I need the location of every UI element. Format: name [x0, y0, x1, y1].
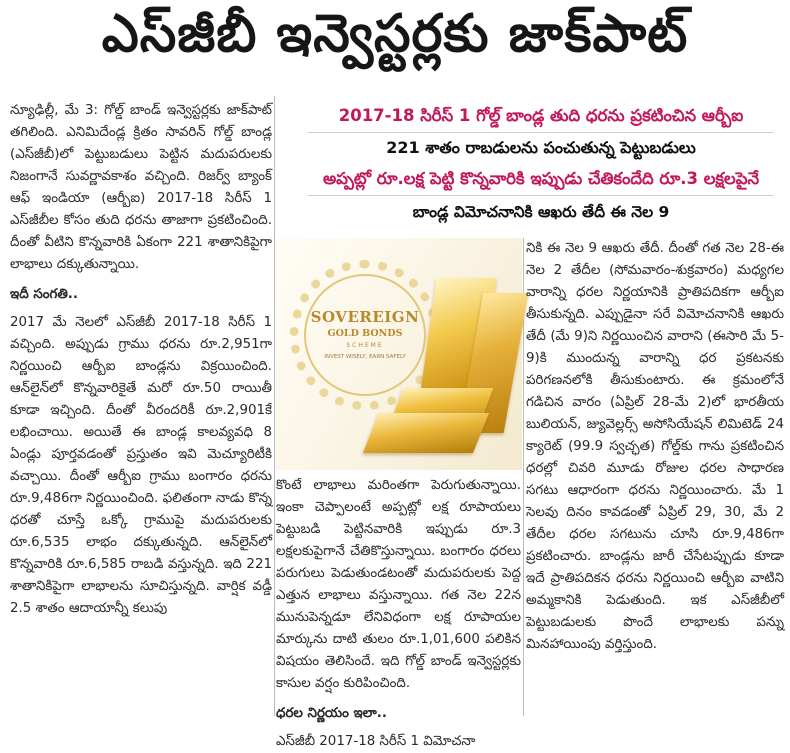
- paragraph: నికి ఈ నెల 9 ఆఖరు తేదీ. దీంతో గత నెల 28-ఈ నెల 2 తేదీల (సోమవారం-శుక్రవారం) మధ్యగల వారాన్ని ధరల నిర్ణయానికి ప్రాతిపదికగా ఆర్బీఐ తీసుకున్నది. ఎప్పుడైనా సరే విమోచనానికి ఆఖరు తేదీ (మే 9)ని నిర్ణయించిన వారాని (ఈసారి మే 5-9)కి ముందున్న వారాన్ని ధర ప్రకటనకు పరిగణనలోకి తీసుకుంటారు. ఈ క్రమంలోనే గడిచిన వారం (ఏప్రిల్‌ 28-మే 2)లో భారతీయ బులియన్‌, జ్యువెల్లర్స్‌ అసోసియేషన్‌ లిమిటెడ్‌ 24 క్యారెట్‌ (99.9 స్వచ్ఛత) గోల్డ్‌కు గాను ప్రకటించిన ధరల్లో చివరి మూడు రోజుల ధరల సాధారణ సగటు ఆధారంగా ధరను నిర్ణయించారు. మే 1 సెలవు దినం కావడంతో ఏప్రిల్‌ 29, 30, మే 2 తేదీల ధరల సగటును చూసి రూ.9,486గా ప్రకటించారు. బాండ్లను జారీ చేసేటప్పుడు కూడా ఇదే ప్రాతిపదికన ధరను నిర్ణయించి ఆర్బీఐ వాటిని అమ్మకానికి పెడుతుంది. ఇక ఎస్‌జీబీలో పెట్టుబడులకు పొందే లాభాలకు పన్ను మినహాయింపు వర్తిస్తుంది.: [526, 241, 784, 652]
- logo-tagline: INVEST WISELY, EARN SAFELY: [324, 354, 406, 360]
- logo-scheme: SCHEME: [346, 342, 384, 349]
- paragraph: 2017 మే నెలలో ఎస్‌జీబీ 2017-18 సిరీస్‌ 1 వచ్చింది. అప్పుడు గ్రాము ధరను రూ.2,951గా నిర్ణయించి ఆర్బీఐ బాండ్లను విక్రయించింది. ఆన్‌లైన్‌లో కొన్నవారికైతే మరో రూ.50 రాయితీ కూడా ఇచ్చింది. దీంతో వీరందరికీ రూ.2,901కే లభించాయి. అయితే ఈ బాండ్ల కాలవ్యవధి 8 ఏండ్లు పూర్తవడంతో ప్రస్తుతం ఇవి మెచ్యూరిటీకి వచ్చాయి. దీంతో ఆర్బీఐ గ్రాము బంగారం ధరను రూ.9,486గా నిర్ణయించింది. ఫలితంగా నాడు కొన్న ధరతో చూస్తే ఒక్కో గ్రాముపై మదుపరులకు రూ.6,535 లాభం దక్కుతున్నది. ఆన్‌లైన్‌లో కొన్నవారికి రూ.6,585 రాబడి వస్తున్నది. ఇది 221 శాతానికిపైగా లాభాలను సూచిస్తున్నది. వార్షిక వడ్డీ 2.5 శాతం ఆదాయాన్నీ కలుపు: [10, 315, 272, 616]
- paragraph: న్యూఢిల్లీ, మే 3: గోల్డ్‌ బాండ్‌ ఇన్వెస్టర్లకు జాక్‌పాట్‌ తగిలింది. ఎనిమిదేండ్ల క్రితం సావరిన్‌ గోల్డ్‌ బాండ్ల (ఎస్‌జీబీ)లో పెట్టుబడులు పెట్టిన మదుపరులకు నిజంగానే సువర్ణావకాశం వచ్చింది. రిజర్వ్‌ బ్యాంక్‌ ఆఫ్‌ ఇండియా (ఆర్బీఐ) 2017-18 సిరీస్‌ 1 ఎస్‌జీబీల కోసం తుది ధరను తాజాగా ప్రకటించింది. దీంతో వీటిని కొన్నవారికి ఏకంగా 221 శాతానికిపైగా లాభాలు దక్కుతున్నాయి.: [10, 103, 272, 272]
- headline: ఎస్‌జీబీ ఇన్వెస్టర్లకు జాక్‌పాట్‌: [101, 3, 689, 64]
- deck-headline-2: 221 శాతం రాబడులను పంచుతున్న పెట్టుబడులు: [386, 138, 696, 157]
- deck-headline-1: 2017-18 సిరీస్‌ 1 గోల్డ్‌ బాండ్ల తుది ధరను ప్రకటించిన ఆర్బీఐ: [338, 106, 744, 125]
- logo-subtitle: GOLD BONDS: [327, 328, 403, 339]
- logo-title: SOVEREIGN: [310, 308, 420, 326]
- article-column-3: [526, 238, 784, 715]
- article-column-2: [276, 475, 521, 749]
- article-column-1: [10, 100, 272, 715]
- subheading: ధరల నిర్ణయం ఇలా..: [276, 706, 387, 721]
- deck-headline-3: అప్పట్లో రూ.లక్ష పెట్టి కొన్నవారికి ఇప్పుడు చేతికందేది రూ.3 లక్షలపైనే: [322, 169, 760, 188]
- subheading: ఇదీ సంగతి..: [10, 287, 78, 302]
- gold-bar: [363, 413, 489, 453]
- column-divider-1: [274, 96, 275, 716]
- paragraph: కొంటే లాభాలు మరింతగా పెరుగుతున్నాయి. ఇంకా చెప్పాలంటే అప్పట్లో లక్ష రూపాయలు పెట్టుబడి పెట్టినవారికి ఇప్పుడు రూ.3 లక్షలకుపైగానే చేతికొస్తున్నాయి. బంగారం ధరలు పరుగులు పెడుతుండటంతో మదుపరులకు పెద్ద ఎత్తున లాభాలు వస్తున్నాయి. గత నెల 22న మునుపెన్నడూ లేనివిధంగా లక్ష రూపాయల మార్కును దాటి తులం రూ.1,01,600 పలికిన విషయం తెలిసిందే. ఇది గోల్డ్‌ బాండ్‌ ఇన్వెస్టర్లకు కాసుల వర్షం కురిపించింది.: [276, 478, 521, 691]
- paragraph: ఎస్‌జీబీ 2017-18 సిరీస్‌ 1 విమోచనా: [276, 734, 476, 749]
- gold-bonds-photo: [276, 238, 522, 470]
- deck-headline-4: బాండ్ల విమోచనానికి ఆఖరు తేదీ ఈ నెల 9: [412, 203, 670, 221]
- deck-headlines: [296, 100, 786, 228]
